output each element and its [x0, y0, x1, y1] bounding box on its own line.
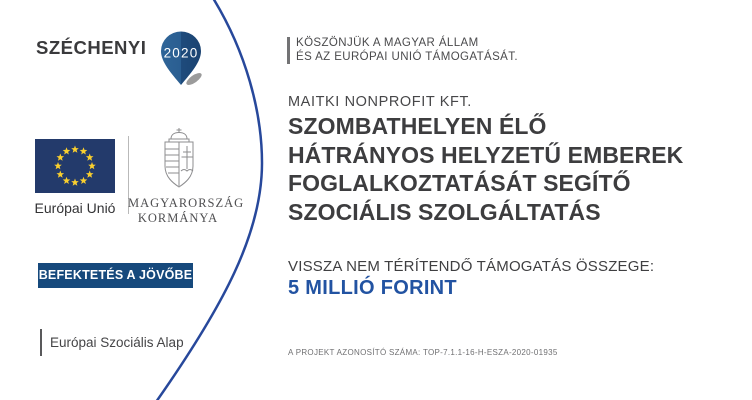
support-amount-value: 5 MILLIÓ FORINT	[288, 277, 457, 299]
hungary-coat-of-arms-icon	[158, 127, 200, 189]
thanks-line1: KÖSZÖNJÜK A MAGYAR ÁLLAM	[296, 37, 479, 49]
project-id: A PROJEKT AZONOSÍTÓ SZÁMA: TOP-7.1.1-16-H-ESZA-2020-01935	[288, 348, 558, 357]
headline-line: SZOMBATHELYEN ÉLŐ	[288, 113, 547, 139]
organization-name: MAITKI NONPROFIT KFT.	[288, 94, 472, 110]
headline-line: FOGLALKOZTATÁSÁT SEGÍTŐ	[288, 170, 631, 196]
support-amount-label: VISSZA NEM TÉRÍTENDŐ TÁMOGATÁS ÖSSZEGE:	[288, 258, 655, 275]
headline-line: HÁTRÁNYOS HELYZETŰ EMBEREK	[288, 141, 684, 168]
project-headline	[288, 112, 683, 226]
investment-badge: BEFEKTETÉS A JÖVŐBE	[38, 263, 193, 288]
government-label-line2: KORMÁNYA	[137, 211, 219, 225]
thanks-accent-bar	[287, 37, 290, 64]
fund-accent-bar	[40, 329, 42, 356]
government-label-line1: MAGYARORSZÁG	[128, 196, 245, 210]
pin-year-label: 2020	[163, 45, 199, 61]
thanks-text	[296, 37, 518, 64]
eu-flag-label: Európai Unió	[34, 200, 116, 216]
szechenyi-logo-text: SZÉCHENYI	[36, 37, 147, 58]
szechenyi-2020-pin-icon	[157, 29, 207, 87]
eu-flag-icon	[35, 139, 115, 193]
fund-label: Európai Szociális Alap	[50, 335, 184, 350]
thanks-line2: ÉS AZ EURÓPAI UNIÓ TÁMOGATÁSÁT.	[296, 50, 518, 63]
headline-line: SZOCIÁLIS SZOLGÁLTATÁS	[288, 198, 601, 225]
